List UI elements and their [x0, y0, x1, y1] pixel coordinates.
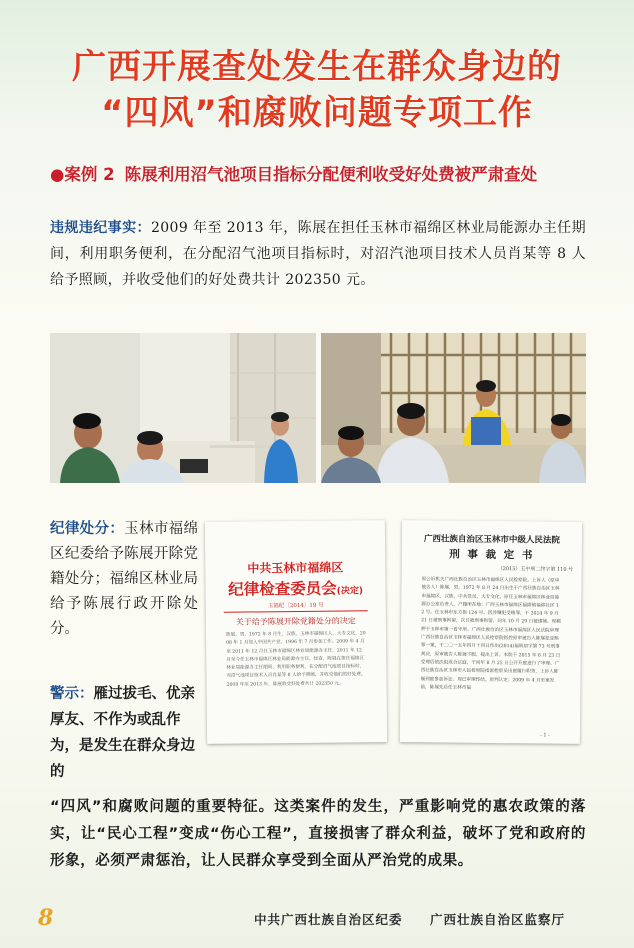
case-title: 陈展利用沼气池项目指标分配便利收受好处费被严肃查处	[124, 165, 538, 184]
violation-facts	[50, 215, 586, 293]
warning-text-short: 雁过拔毛、优亲厚友、不作为或乱作为，是发生在群众身边的	[50, 686, 195, 780]
doc1-decision-mark: (决定)	[336, 586, 364, 597]
page-title	[0, 44, 634, 136]
doc1-org: 纪律检查委员会(决定)	[228, 579, 364, 599]
footer-org-supervision: 广西壮族自治区监察厅	[430, 912, 566, 927]
violation-facts-label: 违规违纪事实：	[50, 220, 151, 236]
disciplinary-action	[50, 517, 198, 642]
bullet-icon: ●	[50, 165, 65, 184]
photo-interview-office	[50, 333, 316, 483]
violation-facts-text: 2009 年至 2013 年，陈展在担任玉林市福绵区林业局能源办主任期间，利用职务便利，在分配沼气池项目指标时，对沼汽池项目技术人员肖某等 8 人给予照顾，并收受他们的好处费共计 202350 元。	[50, 220, 586, 288]
doc1-divider	[224, 610, 368, 613]
warning-text-continued: “四风”和腐败问题的重要特征。这类案件的发生，严重影响党的惠农政策的落实，让“民心工程”变成“伤心工程”，直接损害了群众利益，破坏了党和政府的形象，必须严肃惩治，让人民群众享受到全面从严治党的成果。	[50, 799, 586, 869]
doc1-number: 玉福纪〔2014〕19 号	[267, 602, 324, 610]
warning-label: 警示：	[50, 686, 94, 702]
page-title-line2: “四风”和腐败问题专项工作	[101, 93, 533, 133]
doc2-page-number: - 1 -	[540, 732, 550, 739]
page-number: 8	[38, 905, 54, 931]
page-title-line1: 广西开展查处发生在群众身边的	[72, 47, 562, 87]
doc1-header: 中共玉林市福绵区	[247, 560, 344, 576]
discipline-decision-document	[205, 520, 387, 744]
photo-court-hearing	[321, 333, 586, 483]
doc1-body: 陈展，男，1972 年 8 月生，汉族，玉林市福绵区人，大专文化，2008 年 1 月加入中国共产党，1996 年 7 月参加工作。2009 年 4 月至 2011 年 12 月任玉林市福绵区林业局能源办主任，2011 年 12 月至今任玉林市福绵区林业局能源办主任。经查，陈展在担任福绵区林业局能源办主任期间，利用职务便利，在分配沼气池项目指标时，对沼气池项目技术人员肖某等 8 人给予照顾，并收受他们的好处费。2009 年至 2013 年，陈展收受好处费共计 202350 元。	[226, 631, 366, 688]
doc2-body: 原公诉机关广西壮族自治区玉林市福绵区人民检察院。上诉人（原审被告人）陈展，男，1972 年 8 月 24 日出生于广西壮族自治区玉林市福绵区，汉族，中共党员，大专文化，原任玉林市福绵区林业局能源办公室负责人，户籍所在地：广西玉林市福绵区福绵镇福绵社区 12 号。住玉林市东方街 124 号。因涉嫌犯受贿罪，于 2014 年 9 月 21 日被刑事拘留，次日被刑事拘留，同年 10 月 29 日被逮捕。现羁押于玉林市第一看守所。广西壮族自治区玉林市福绵区人民法院审理广西壮族自治区玉林市福绵区人民检察院指控原审被告人陈展犯受贿罪一案，于二〇一五年四月十四日作出(2014)福刑初字第 73 号刑事判决，原审被告人陈展不服，提出上诉。本院于 2015 年 6 月 23 日受理后依法组成合议庭，于同年 8 月 25 日公开开庭进行了审理。广西壮族自治区玉林市人民检察院指派检察员出庭履行职务，上诉人陈展到庭参加诉讼。现已审理终结。原判认定：2009 年 4 月至案发前，陈展先后任玉林市福	[420, 577, 561, 691]
case-label: 案例 2	[64, 165, 115, 184]
doc1-subject: 关于给予陈展开除党籍处分的决定	[235, 616, 356, 627]
doc2-header: 广西壮族自治区玉林市中级人民法院	[423, 534, 561, 546]
warning-note	[50, 681, 198, 785]
criminal-ruling-document	[400, 520, 582, 744]
disciplinary-action-text: 玉林市福绵区纪委给予陈展开除党籍处分；福绵区林业局给予陈展行政开除处分。	[50, 521, 199, 637]
footer-org-commission: 中共广西壮族自治区纪委	[254, 912, 403, 927]
doc2-number: （2015）玉中刑二终字第 110 号	[497, 566, 574, 573]
doc2-title: 刑 事 裁 定 书	[449, 548, 535, 562]
case-heading	[50, 163, 598, 186]
disciplinary-action-label: 纪律处分：	[50, 521, 125, 537]
